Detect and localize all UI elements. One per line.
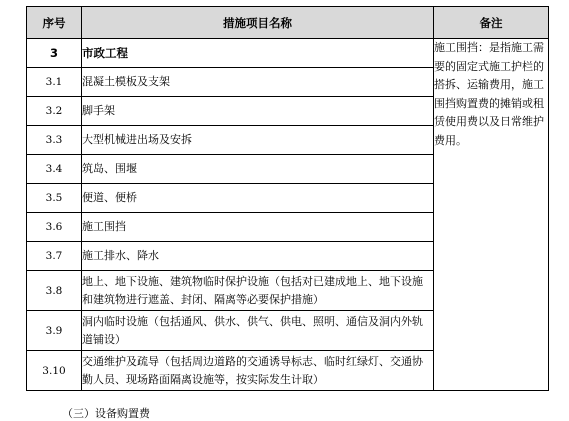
row-name: 施工排水、降水 <box>82 242 434 271</box>
table-header-row <box>27 7 549 39</box>
row-no: 3.10 <box>27 351 82 391</box>
header-note: 备注 <box>434 7 549 39</box>
row-name: 混凝土模板及支架 <box>82 68 434 97</box>
row-name: 交通维护及疏导（包括周边道路的交通诱导标志、临时红绿灯、交通协勤人员、现场路面隔离设施等，按实际发生计取） <box>82 351 434 391</box>
row-no: 3.7 <box>27 242 82 271</box>
row-no: 3.3 <box>27 126 82 155</box>
row-no: 3.8 <box>27 271 82 311</box>
row-no: 3.9 <box>27 311 82 351</box>
row-no: 3.4 <box>27 155 82 184</box>
header-no: 序号 <box>27 7 82 39</box>
note-cell: 施工围挡：是指施工需要的固定式施工护栏的搭拆、运输费用，施工围挡购置费的摊销或租赁使用费以及日常维护费用。 <box>434 39 549 391</box>
row-name: 洞内临时设施（包括通风、供水、供气、供电、照明、通信及洞内外轨道铺设） <box>82 311 434 351</box>
measures-table <box>26 6 549 391</box>
row-no: 3.1 <box>27 68 82 97</box>
row-name: 便道、便桥 <box>82 184 434 213</box>
row-name: 施工围挡 <box>82 213 434 242</box>
row-name: 地上、地下设施、建筑物临时保护设施（包括对已建成地上、地下设施和建筑物进行遮盖、封闭、隔离等必要保护措施） <box>82 271 434 311</box>
row-no: 3.6 <box>27 213 82 242</box>
section-heading: （三）设备购置费 <box>62 407 150 420</box>
row-name: 脚手架 <box>82 97 434 126</box>
row-name: 市政工程 <box>82 39 434 68</box>
row-name: 筑岛、围堰 <box>82 155 434 184</box>
row-name: 大型机械进出场及安拆 <box>82 126 434 155</box>
header-name: 措施项目名称 <box>82 7 434 39</box>
table-row <box>27 39 549 68</box>
row-no: 3 <box>27 39 82 68</box>
row-no: 3.2 <box>27 97 82 126</box>
row-no: 3.5 <box>27 184 82 213</box>
